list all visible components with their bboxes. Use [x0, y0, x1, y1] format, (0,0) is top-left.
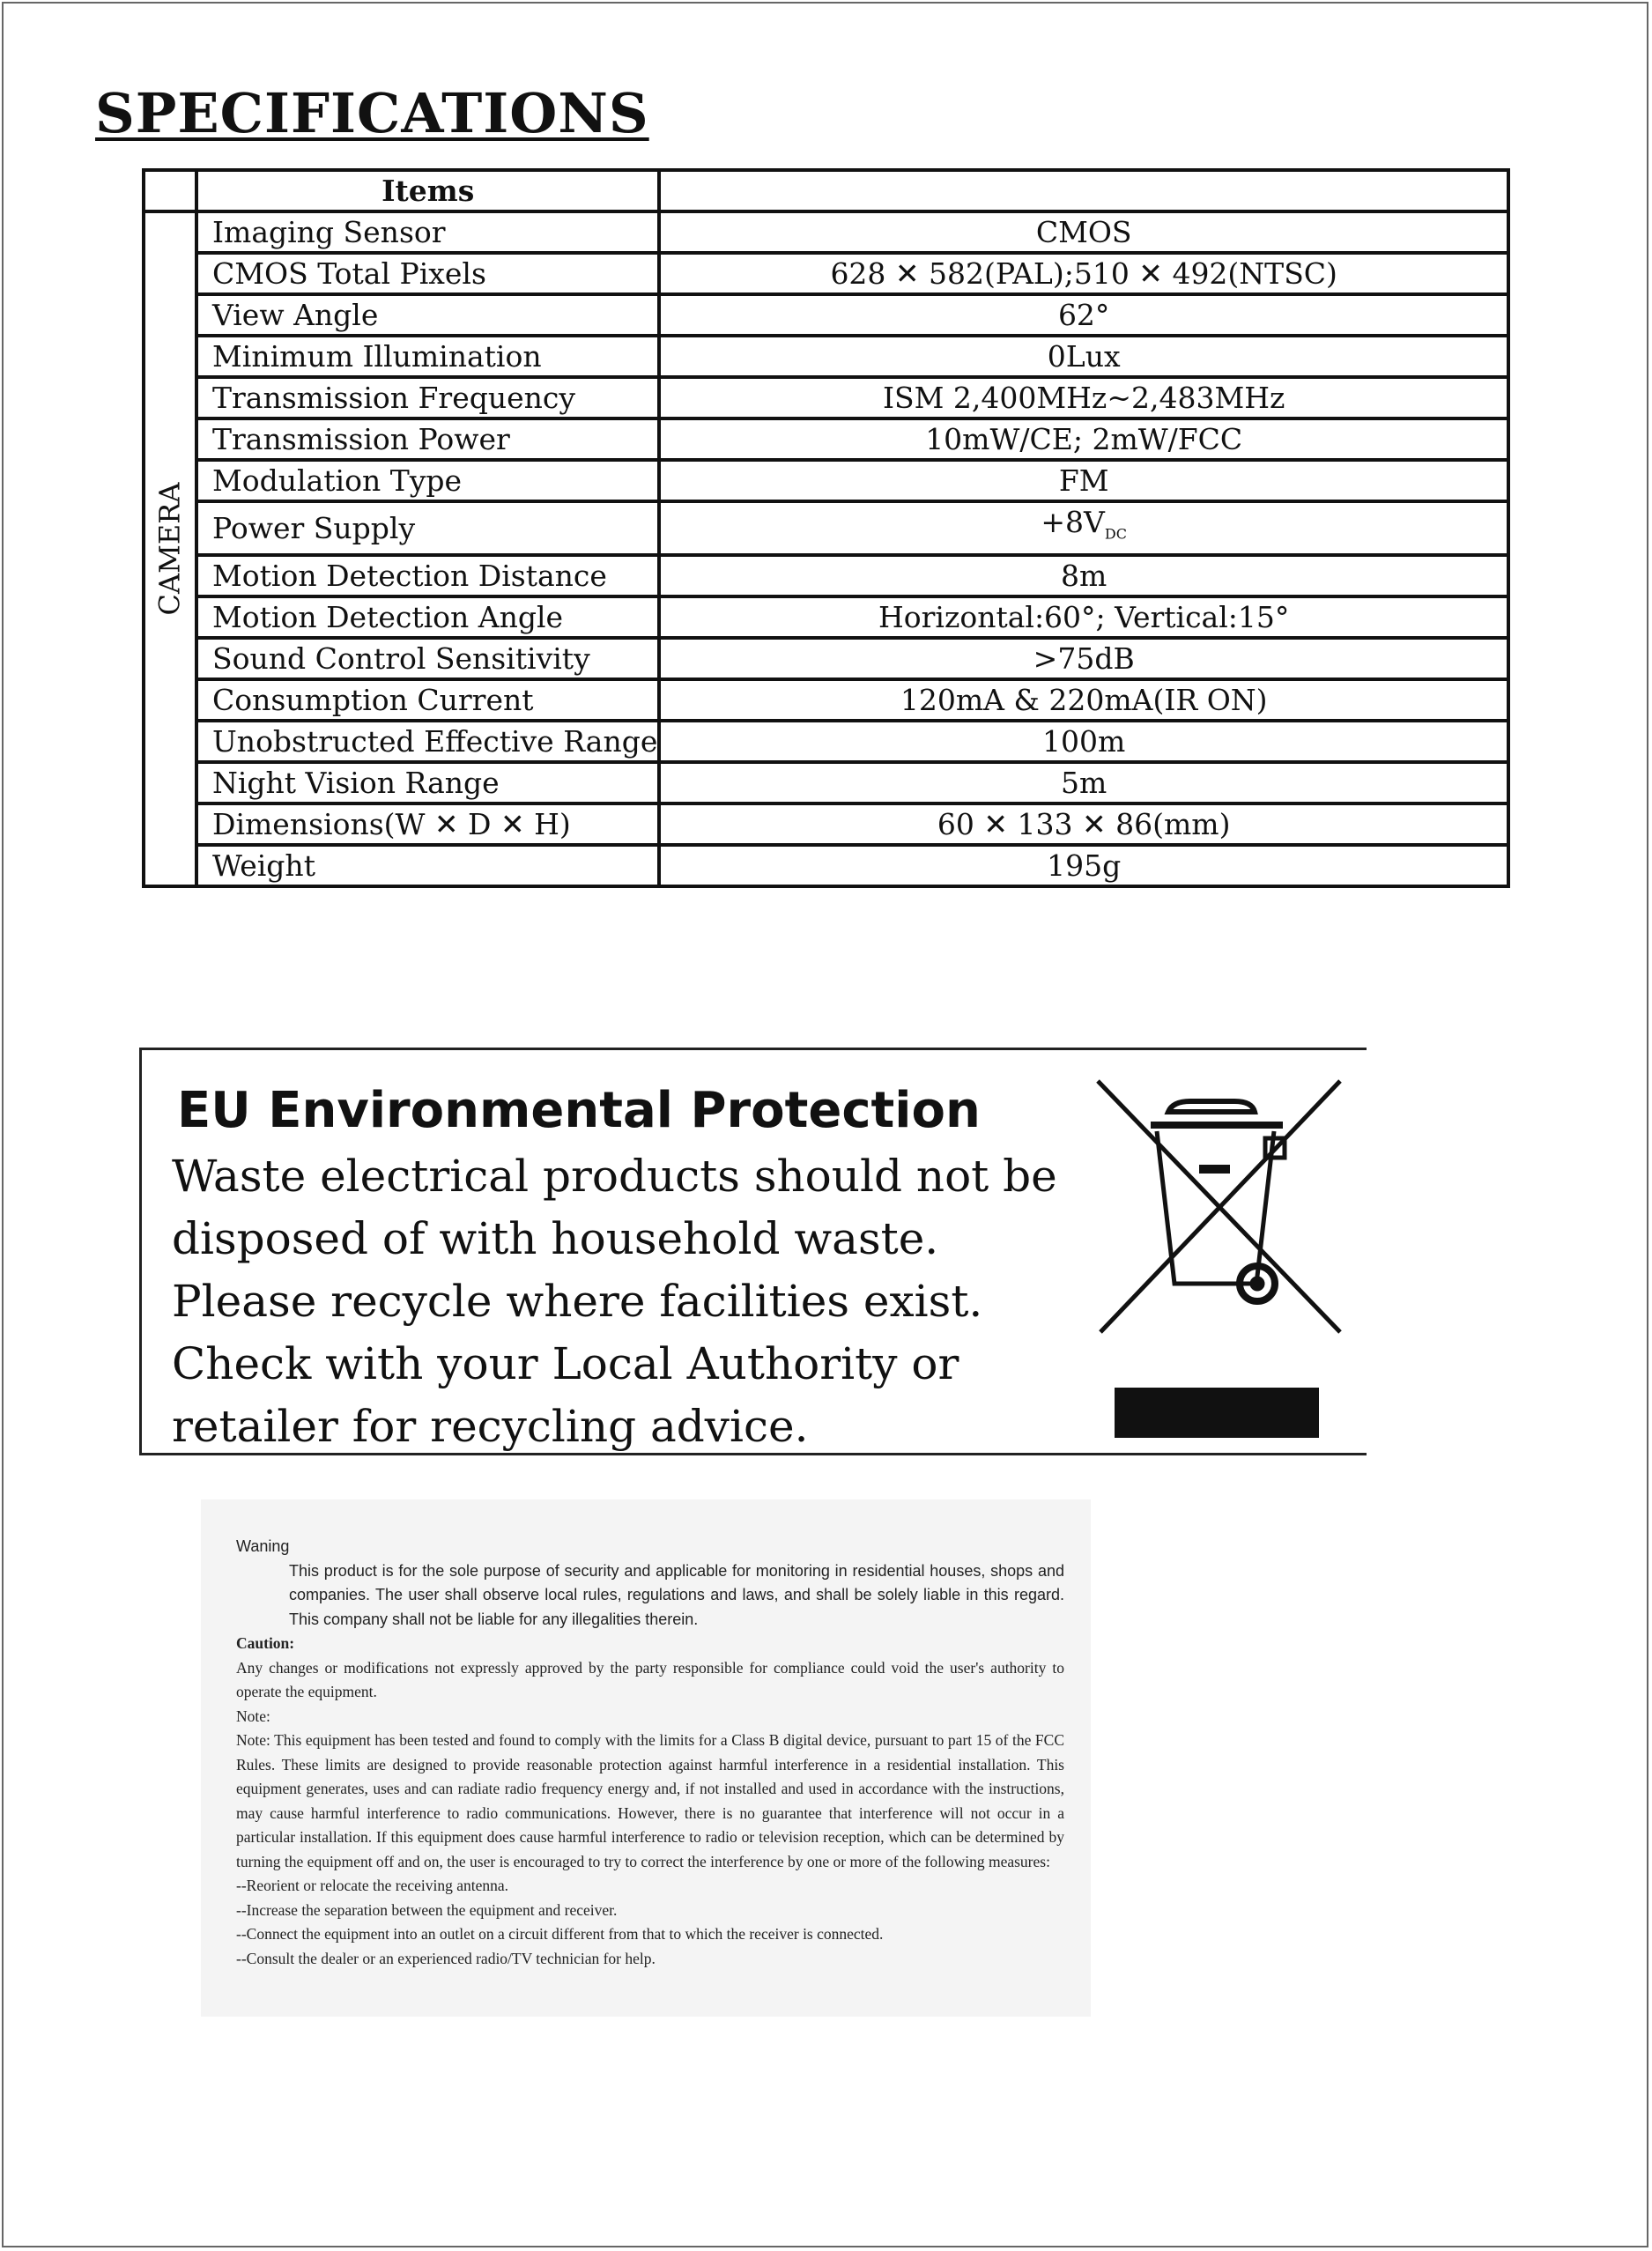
values-header [659, 170, 1508, 211]
spec-value-text: 195g [1047, 848, 1122, 883]
spec-item-value [659, 501, 1508, 555]
table-row [144, 418, 1508, 460]
spec-item-label: Modulation Type [196, 460, 659, 501]
spec-item-label: Consumption Current [196, 679, 659, 721]
spec-value-text: >75dB [1033, 640, 1135, 676]
spec-value-text: 8m [1061, 558, 1108, 593]
table-row [144, 555, 1508, 596]
spec-item-label: Transmission Power [196, 418, 659, 460]
spec-value-text: 5m [1061, 765, 1108, 800]
spec-item-label: Weight [196, 845, 659, 886]
spec-item-value [659, 762, 1508, 803]
table-row [144, 211, 1508, 253]
spec-value-text: ISM 2,400MHz~2,483MHz [882, 381, 1285, 415]
camera-section-label: CAMERA [152, 482, 187, 616]
spec-item-value [659, 460, 1508, 501]
measures-list [236, 1874, 1064, 1971]
measure-item: --Consult the dealer or an experienced radio/TV technician for help. [236, 1949, 656, 1967]
table-header-row [144, 170, 1508, 211]
table-row [144, 501, 1508, 555]
spec-value-text: 62° [1057, 298, 1110, 332]
spec-value-text: 60 ✕ 133 ✕ 86(mm) [937, 806, 1231, 841]
camera-section-cell [144, 211, 196, 886]
spec-value-text: 100m [1042, 723, 1126, 759]
spec-item-label: CMOS Total Pixels [196, 253, 659, 294]
table-row [144, 762, 1508, 803]
spec-value-text: 10mW/CE; 2mW/FCC [925, 422, 1243, 456]
table-row [144, 460, 1508, 501]
spec-item-label: Motion Detection Distance [196, 555, 659, 596]
measure-item: --Connect the equipment into an outlet on a circuit different from that to which the receiver is connected. [236, 1925, 884, 1943]
measure-item: --Reorient or relocate the receiving antenna. [236, 1877, 509, 1894]
spec-item-label: Power Supply [196, 501, 659, 555]
spec-item-value [659, 803, 1508, 845]
spec-item-value [659, 336, 1508, 377]
table-row [144, 803, 1508, 845]
spec-item-value [659, 638, 1508, 679]
spec-value-text: 628 ✕ 582(PAL);510 ✕ 492(NTSC) [830, 256, 1337, 291]
spec-value-text: +8V [1041, 505, 1105, 539]
specifications-table [142, 168, 1510, 888]
spec-item-label: Transmission Frequency [196, 377, 659, 418]
spec-item-label: View Angle [196, 294, 659, 336]
spec-item-label: Motion Detection Angle [196, 596, 659, 638]
spec-value-text: FM [1058, 463, 1109, 498]
eu-title: EU Environmental Protection [177, 1082, 981, 1139]
spec-value-text: CMOS [1035, 215, 1132, 249]
spec-value-subscript: DC [1104, 525, 1127, 543]
spec-item-value [659, 845, 1508, 886]
caution-text: Any changes or modifications not expressly approved by the party responsible for compliance could void the user's authority to operate the equipment. [236, 1658, 1064, 1700]
eu-environmental-protection-box [139, 1048, 1367, 1455]
caution-heading: Caution: [236, 1634, 295, 1652]
spec-item-value [659, 253, 1508, 294]
crossed-out-wheelie-bin-icon [1093, 1077, 1345, 1337]
table-row [144, 845, 1508, 886]
table-row [144, 336, 1508, 377]
spec-value-text: 120mA & 220mA(IR ON) [900, 682, 1268, 717]
table-row [144, 253, 1508, 294]
table-row [144, 294, 1508, 336]
eu-body-text: Waste electrical products should not be disposed of with household waste. Please recycle where facilities exist. Check with your Local Authority or retailer for recycling advice. [172, 1151, 1057, 1452]
spec-item-label: Night Vision Range [196, 762, 659, 803]
warning-heading: Waning [236, 1537, 290, 1555]
spec-item-value [659, 596, 1508, 638]
note-text: Note: This equipment has been tested and found to comply with the limits for a Class B digital device, pursuant to part 15 of the FCC Rules. These limits are designed to provide reasonable protection against harmful interference in a residential installation. This equipment generates, uses and can radiate radio frequency energy and, if not installed and used in accordance with the instructions, may cause harmful interference to radio communications. However, there is no guarantee that interference will not occur in a particular installation. If this equipment does cause harmful interference to radio or television reception, which can be determined by turning the equipment off and on, the user is encouraged to try to correct the interference by one or more of the following measures: [236, 1731, 1064, 1870]
spec-item-label: Imaging Sensor [196, 211, 659, 253]
note-heading: Note: [236, 1707, 270, 1725]
spec-item-value [659, 211, 1508, 253]
warning-notice [201, 1499, 1091, 2017]
spec-item-value [659, 555, 1508, 596]
spec-item-label: Minimum Illumination [196, 336, 659, 377]
spec-value-text: Horizontal:60°; Vertical:15° [878, 599, 1290, 634]
spec-item-value [659, 721, 1508, 762]
measure-item: --Increase the separation between the equipment and receiver. [236, 1900, 618, 1919]
spec-item-label: Dimensions(W ✕ D ✕ H) [196, 803, 659, 845]
spec-item-value [659, 679, 1508, 721]
spec-item-value [659, 418, 1508, 460]
spec-item-label: Unobstructed Effective Range [196, 721, 659, 762]
spec-item-value [659, 294, 1508, 336]
page-title: SPECIFICATIONS [95, 81, 649, 145]
items-header: Items [196, 170, 659, 211]
warning-text: This product is for the sole purpose of security and applicable for monitoring in residential houses, shops and companies. The user shall observe local rules, regulations and laws, and shall be solely liable in this regard. This company shall not be liable for any illegalities therein. [289, 1561, 1064, 1628]
black-bar [1115, 1388, 1319, 1438]
table-row [144, 596, 1508, 638]
spec-item-label: Sound Control Sensitivity [196, 638, 659, 679]
spec-value-text: 0Lux [1047, 339, 1121, 374]
table-row [144, 679, 1508, 721]
table-row [144, 377, 1508, 418]
spec-item-value [659, 377, 1508, 418]
table-row [144, 721, 1508, 762]
section-cell [144, 170, 196, 211]
table-row [144, 638, 1508, 679]
